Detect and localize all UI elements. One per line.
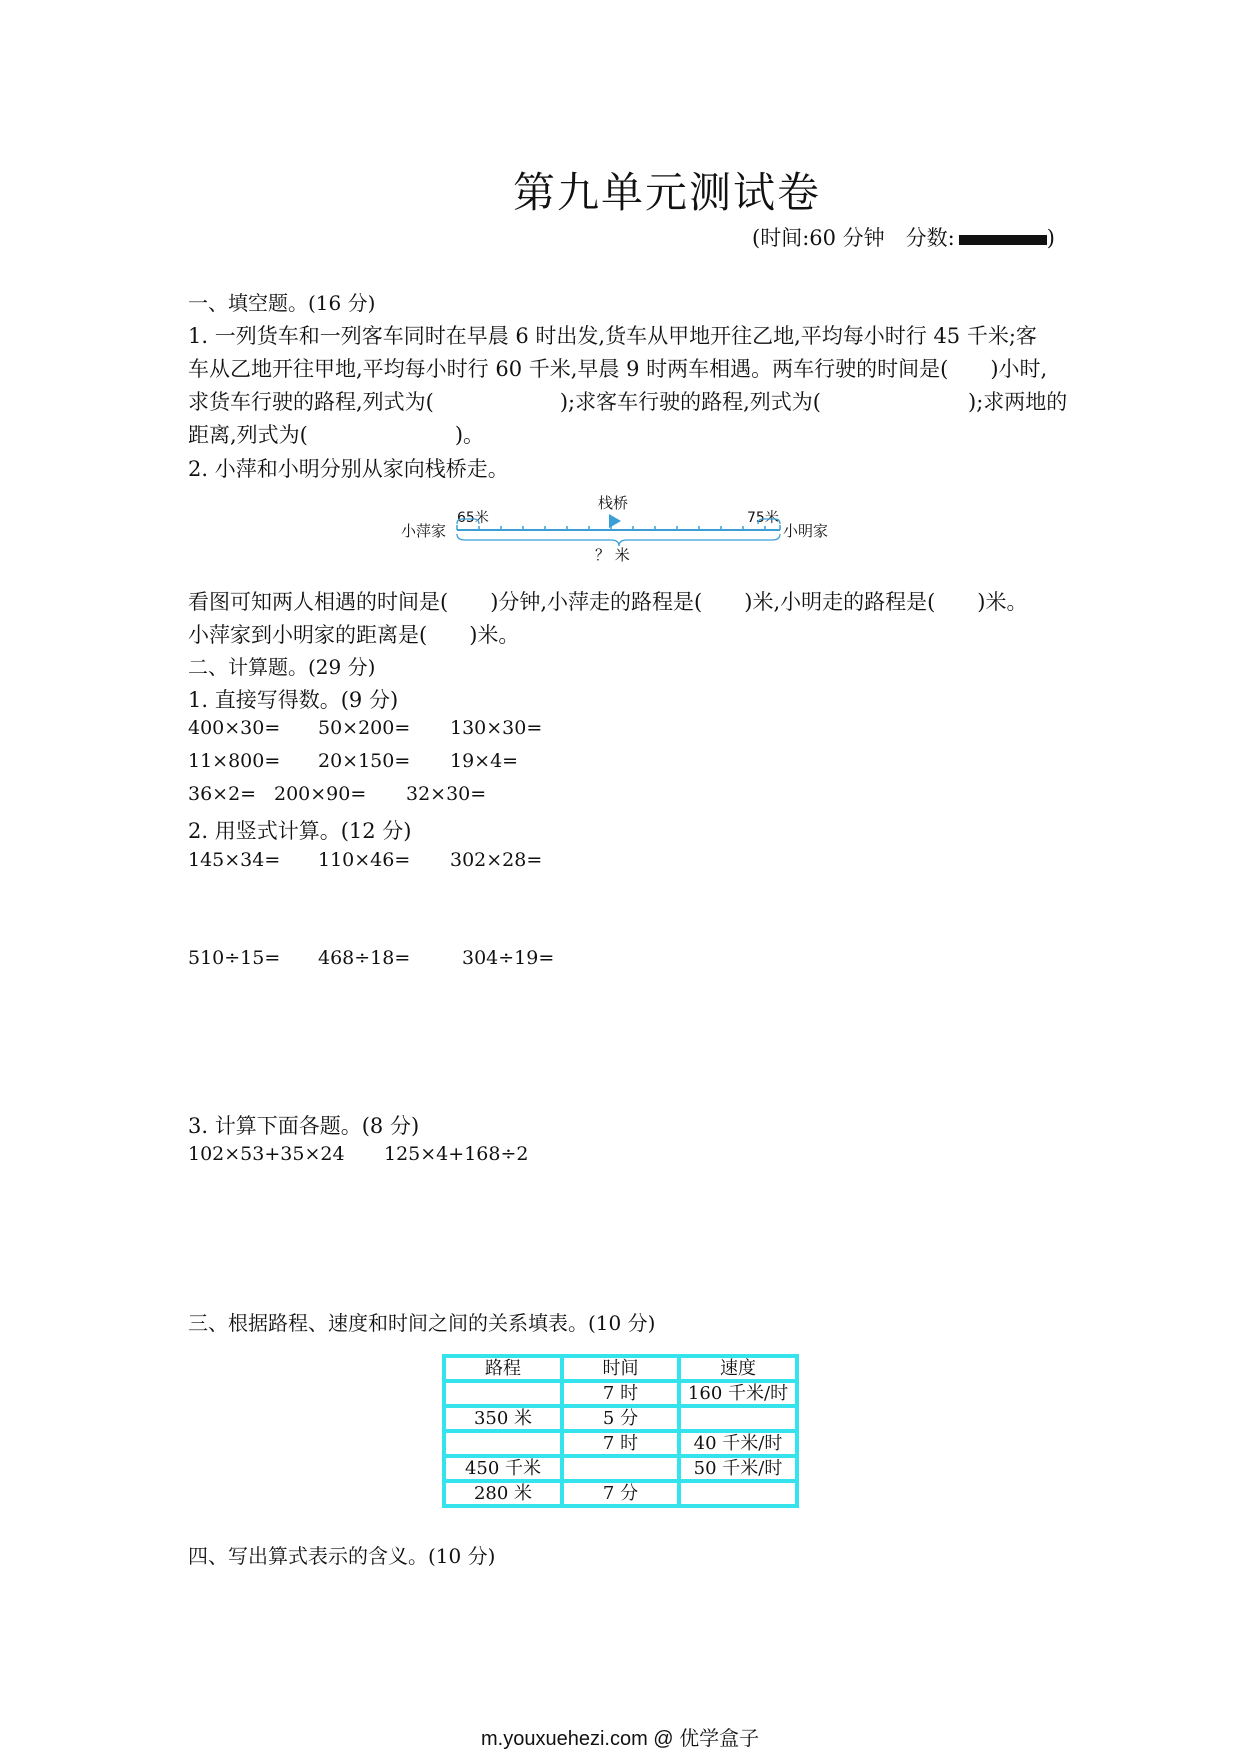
- cell-speed: 40 千米/时: [679, 1431, 797, 1456]
- section2-sub1: 1. 直接写得数。(9 分): [188, 688, 399, 712]
- oral-2-1: 11×800=: [188, 750, 281, 772]
- cell-distance[interactable]: [444, 1431, 562, 1456]
- section1-title: 一、填空题。(16 分): [188, 291, 376, 315]
- diagram-right-speed: 75米: [747, 510, 779, 526]
- cell-time: 7 时: [562, 1431, 679, 1456]
- vertical-2-2: 468÷18=: [318, 947, 411, 969]
- cell-speed: 50 千米/时: [679, 1456, 797, 1481]
- cell-distance: 450 千米: [444, 1456, 562, 1481]
- total-distance-brace: [457, 534, 780, 546]
- oral-3-3: 32×30=: [406, 783, 487, 805]
- q2-line-1: 看图可知两人相遇的时间是( )分钟,小萍走的路程是( )米,小明走的路程是( )米。: [188, 590, 1028, 614]
- oral-3-1: 36×2=: [188, 783, 257, 805]
- table-row: [444, 1481, 797, 1506]
- diagram-top-label: 栈桥: [598, 494, 629, 512]
- q1-line-3: 求货车行驶的路程,列式为( );求客车行驶的路程,列式为( );求两地的: [188, 390, 1068, 414]
- section2-sub2: 2. 用竖式计算。(12 分): [188, 819, 412, 843]
- cell-speed[interactable]: [679, 1481, 797, 1506]
- table-row: [444, 1431, 797, 1456]
- q1-line-4: 距离,列式为( )。: [188, 423, 485, 447]
- table-row: [444, 1381, 797, 1406]
- cell-distance[interactable]: [444, 1381, 562, 1406]
- diagram-right-label: 小明家: [783, 522, 829, 540]
- cell-time[interactable]: [562, 1456, 679, 1481]
- cell-time: 7 分: [562, 1481, 679, 1506]
- diagram-bottom-label: ？ 米: [595, 546, 630, 564]
- cell-speed[interactable]: [679, 1406, 797, 1431]
- vertical-1-3: 302×28=: [450, 849, 543, 871]
- time-score-label: (时间:60 分钟 分数:: [752, 226, 955, 250]
- section3-title: 三、根据路程、速度和时间之间的关系填表。(10 分): [188, 1311, 656, 1335]
- bridge-diagram: [395, 488, 855, 568]
- table-row: [444, 1456, 797, 1481]
- time-score-line: [752, 222, 1055, 252]
- footer-source: m.youxuehezi.com @ 优学盒子: [481, 1728, 760, 1750]
- cell-time: 5 分: [562, 1406, 679, 1431]
- oral-1-1: 400×30=: [188, 717, 281, 739]
- mixed-1: 102×53+35×24: [188, 1143, 345, 1165]
- score-blank: [959, 235, 1047, 245]
- oral-1-3: 130×30=: [450, 717, 543, 739]
- section2-sub3: 3. 计算下面各题。(8 分): [188, 1114, 420, 1138]
- section2-title: 二、计算题。(29 分): [188, 655, 376, 679]
- header-time: 时间: [562, 1356, 679, 1381]
- vertical-1-1: 145×34=: [188, 849, 281, 871]
- bridge-flag-icon: [609, 514, 621, 528]
- time-score-close: ): [1046, 226, 1055, 250]
- vertical-1-2: 110×46=: [318, 849, 411, 871]
- header-speed: 速度: [679, 1356, 797, 1381]
- q2-title: 2. 小萍和小明分别从家向栈桥走。: [188, 457, 509, 481]
- table-header-row: [444, 1356, 797, 1381]
- table-row: [444, 1406, 797, 1431]
- oral-2-2: 20×150=: [318, 750, 411, 772]
- relation-table: [442, 1354, 799, 1508]
- vertical-2-1: 510÷15=: [188, 947, 281, 969]
- cell-time: 7 时: [562, 1381, 679, 1406]
- oral-2-3: 19×4=: [450, 750, 519, 772]
- q1-line-2: 车从乙地开往甲地,平均每小时行 60 千米,早晨 9 时两车相遇。两车行驶的时间是( )小时,: [188, 357, 1048, 381]
- page-title: 第九单元测试卷: [513, 168, 822, 217]
- header-distance: 路程: [444, 1356, 562, 1381]
- cell-distance: 350 米: [444, 1406, 562, 1431]
- mixed-2: 125×4+168÷2: [384, 1143, 529, 1165]
- q2-line-2: 小萍家到小明家的距离是( )米。: [188, 623, 520, 647]
- q1-line-1: 1. 一列货车和一列客车同时在早晨 6 时出发,货车从甲地开往乙地,平均每小时行 45 千米;客: [188, 324, 1037, 348]
- diagram-left-label: 小萍家: [401, 522, 447, 540]
- oral-1-2: 50×200=: [318, 717, 411, 739]
- section4-title: 四、写出算式表示的含义。(10 分): [188, 1544, 496, 1568]
- cell-speed: 160 千米/时: [679, 1381, 797, 1406]
- vertical-2-3: 304÷19=: [462, 947, 555, 969]
- oral-3-2: 200×90=: [274, 783, 367, 805]
- cell-distance: 280 米: [444, 1481, 562, 1506]
- diagram-left-speed: 65米: [457, 510, 489, 526]
